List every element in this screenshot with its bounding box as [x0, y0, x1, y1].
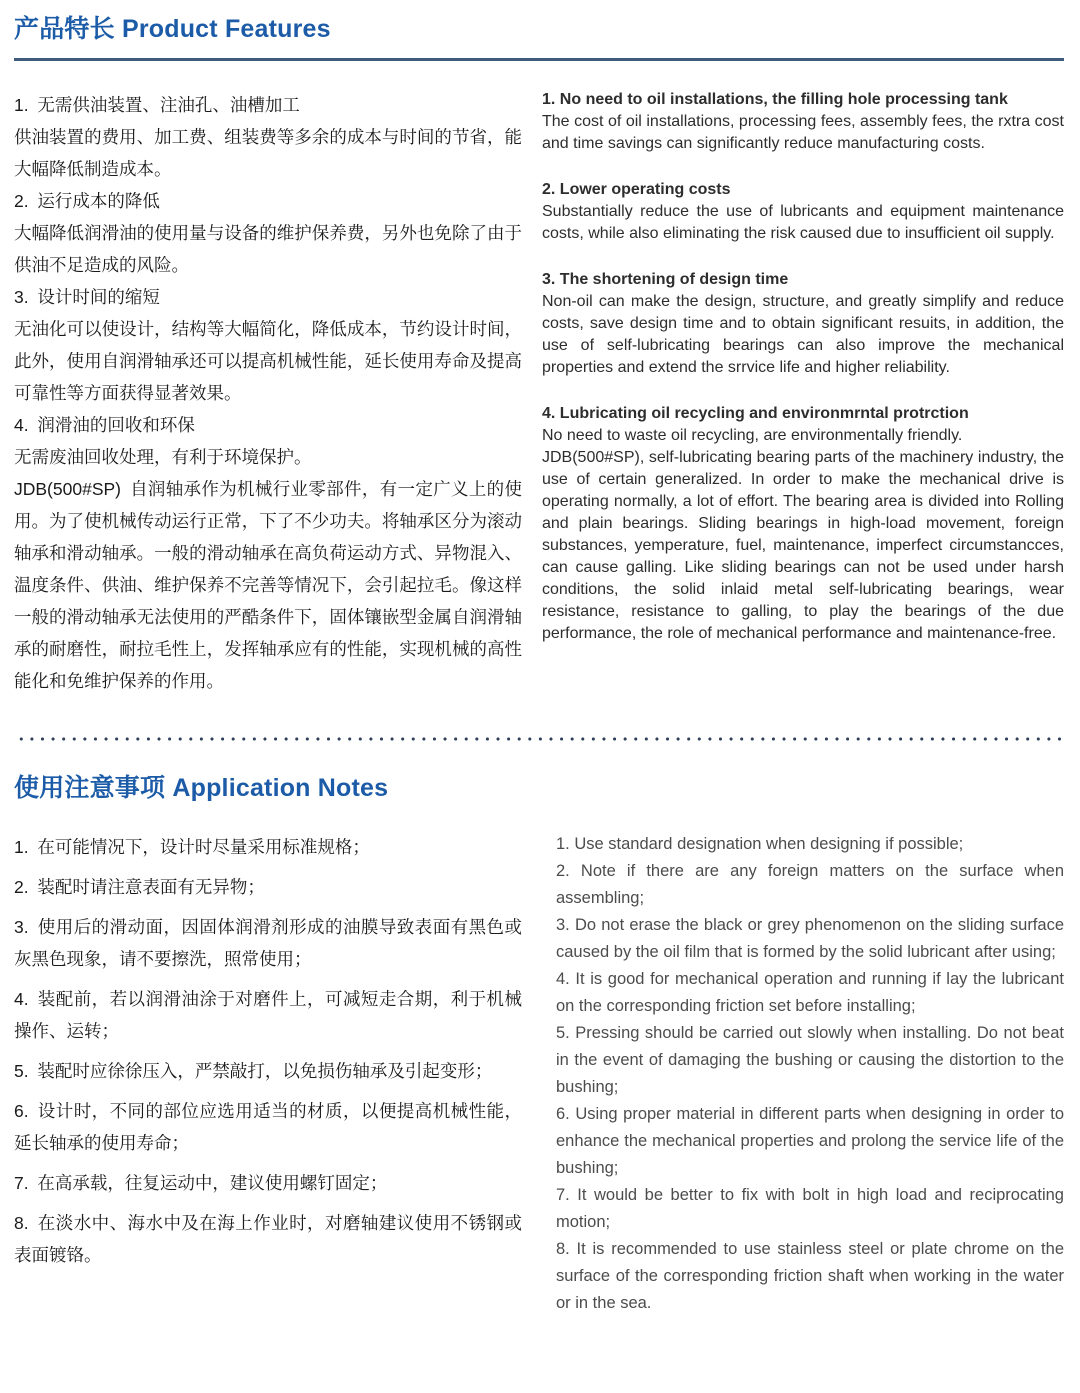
note-item-zh: 8. 在淡水中、海水中及在海上作业时，对磨轴建议使用不锈钢或表面镀铬。	[14, 1213, 522, 1265]
product-features-english-column	[542, 89, 1064, 697]
feature-item-zh	[14, 89, 522, 185]
note-item-en: 5. Pressing should be carried out slowly when installing. Do not beat in the event of damaging the bushing or causing the distortion to the bushing;	[556, 1024, 1064, 1096]
application-notes-title: 使用注意事项 Application Notes	[14, 774, 389, 802]
application-notes-columns	[14, 831, 1064, 1317]
feature-block-en	[542, 89, 1064, 155]
feature-body-zh: 供油装置的费用、加工费、组装费等多余的成本与时间的节省，能大幅降低制造成本。	[14, 127, 522, 179]
note-item-en: 7. It would be better to fix with bolt in high load and reciprocating motion;	[556, 1186, 1064, 1231]
note-item-zh: 4. 装配前，若以润滑油涂于对磨件上，可减短走合期，利于机械操作、运转；	[14, 989, 522, 1041]
note-item-zh: 5. 装配时应徐徐压入，严禁敲打，以免损伤轴承及引起变形；	[14, 1061, 493, 1081]
note-item-en: 6. Using proper material in different parts when designing in order to enhance the mechanical properties and prolong the service life of the bushing;	[556, 1105, 1064, 1177]
feature-heading-en: 2. Lower operating costs	[542, 181, 731, 198]
feature-heading-en: 3. The shortening of design time	[542, 271, 789, 288]
feature-body-en: Substantially reduce the use of lubricants and equipment maintenance costs, while also eliminating the risk caused due to insufficient oil supply.	[542, 203, 1064, 242]
feature-item-zh	[14, 185, 522, 281]
feature-item-zh	[14, 281, 522, 409]
note-item-en: 3. Do not erase the black or grey phenomenon on the sliding surface caused by the oil film that is formed by the solid lubricant after using;	[556, 916, 1064, 961]
note-item-zh: 7. 在高承载，往复运动中，建议使用螺钉固定；	[14, 1173, 388, 1193]
feature-outro-zh: JDB(500#SP) 自润轴承作为机械行业零部件，有一定广义上的使用。为了使机械传动运行正常，下了不少功夫。将轴承区分为滚动轴承和滑动轴承。一般的滑动轴承在高负荷运动方式、异物混入、温度条件、供油、维护保养不完善等情况下，会引起拉毛。像这样一般的滑动轴承无法使用的严酷条件下，固体镶嵌型金属自润滑轴承的耐磨性，耐拉毛性上，发挥轴承应有的性能，实现机械的高性能化和免维护保养的作用。	[14, 479, 522, 691]
application-notes-chinese-column	[14, 831, 522, 1317]
application-notes-english-column	[542, 831, 1064, 1317]
feature-heading-zh: 2. 运行成本的降低	[14, 191, 160, 211]
product-features-title: 产品特长 Product Features	[14, 15, 331, 43]
feature-block-en	[542, 179, 1064, 245]
feature-block-en	[542, 403, 1064, 645]
feature-heading-zh: 3. 设计时间的缩短	[14, 287, 160, 307]
application-notes-section	[14, 773, 1064, 1317]
feature-heading-zh: 4. 润滑油的回收和环保	[14, 415, 195, 435]
product-features-section	[14, 14, 1064, 697]
note-item-en: 1. Use standard designation when designing if possible;	[556, 835, 964, 853]
feature-body-zh: 无需废油回收处理，有利于环境保护。	[14, 447, 312, 467]
note-item-zh: 3. 使用后的滑动面，因固体润滑剂形成的油膜导致表面有黑色或灰黑色现象，请不要擦洗，照常使用；	[14, 917, 522, 969]
product-features-columns	[14, 89, 1064, 697]
feature-body-en: The cost of oil installations, processing fees, assembly fees, the rxtra cost and time savings can significantly reduce manufacturing costs.	[542, 113, 1064, 152]
note-item-en: 8. It is recommended to use stainless steel or plate chrome on the surface of the corresponding friction shaft when working in the water or in the sea.	[556, 1240, 1064, 1312]
feature-body-en: Non-oil can make the design, structure, and greatly simplify and reduce costs, save design time and to obtain significant resuits, in addition, the use of self-lubricating bearings can also improve the mechanical properties and extend the srrvice life and higher reliability.	[542, 293, 1064, 376]
feature-block-en	[542, 269, 1064, 379]
note-item-zh: 6. 设计时，不同的部位应选用适当的材质，以便提高机械性能，延长轴承的使用寿命；	[14, 1101, 522, 1153]
feature-body-zh: 无油化可以使设计，结构等大幅简化，降低成本，节约设计时间，此外，使用自润滑轴承还可以提高机械性能，延长使用寿命及提高可靠性等方面获得显著效果。	[14, 319, 522, 403]
feature-body-zh: 大幅降低润滑油的使用量与设备的维护保养费，另外也免除了由于供油不足造成的风险。	[14, 223, 522, 275]
feature-heading-zh: 1. 无需供油装置、注油孔、油槽加工	[14, 95, 300, 115]
note-item-en: 2. Note if there are any foreign matters on the surface when assembling;	[556, 862, 1064, 907]
feature-heading-en: 1. No need to oil installations, the filling hole processing tank	[542, 91, 1008, 108]
dotted-separator	[16, 737, 1062, 741]
feature-body-en: JDB(500#SP), self-lubricating bearing parts of the machinery industry, the use of certain generalized. In order to make the mechanical drive is operating normally, a lot of effort. The bearing area is divided into Rolling and plain bearings. Sliding bearings in high-load movement, foreign substances, yemperature, fuel, maintenance, imperfect circumstancces, can cause galling. Like sliding bearings can not be used under harsh conditions, the solid inlaid metal self-lubricating bearings, wear resistance, resistance to galling, to play the bearings of the due performance, the role of mechanical performance and maintenance-free.	[542, 449, 1064, 642]
feature-body-en: No need to waste oil recycling, are environmentally friendly.	[542, 427, 963, 444]
product-features-chinese-column	[14, 89, 522, 697]
feature-item-zh	[14, 409, 522, 473]
note-item-zh: 1. 在可能情况下，设计时尽量采用标准规格；	[14, 837, 370, 857]
note-item-zh: 2. 装配时请注意表面有无异物；	[14, 877, 265, 897]
title-underline	[14, 58, 1064, 61]
feature-heading-en: 4. Lubricating oil recycling and environmrntal protrction	[542, 405, 969, 422]
note-item-en: 4. It is good for mechanical operation and running if lay the lubricant on the corresponding friction set before installing;	[556, 970, 1064, 1015]
